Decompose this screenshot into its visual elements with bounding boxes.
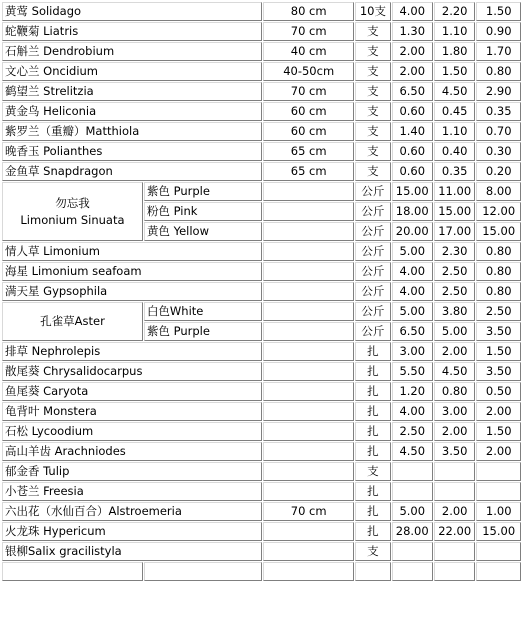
stem-length-cell [263, 542, 354, 561]
flower-name-cell: 海星 Limonium seafoam [2, 262, 262, 281]
price-grade-a-cell: 6.50 [392, 322, 433, 341]
price-grade-b-cell: 17.00 [434, 222, 475, 241]
unit-cell: 公斤 [355, 322, 390, 341]
table-row [2, 262, 521, 281]
table-row [2, 382, 521, 401]
unit-cell: 支 [355, 162, 390, 181]
stem-length-cell: 65 cm [263, 162, 354, 181]
flower-name-cell: 六出花（水仙百合）Alstroemeria [2, 502, 262, 521]
flower-name-cell: 散尾葵 Chrysalidocarpus [2, 362, 262, 381]
price-grade-c-cell [476, 462, 521, 481]
price-grade-c-cell: 2.90 [476, 82, 521, 101]
unit-cell: 公斤 [355, 242, 390, 261]
price-grade-c-cell: 1.70 [476, 42, 521, 61]
stem-length-cell: 70 cm [263, 502, 354, 521]
price-grade-b-cell: 2.30 [434, 242, 475, 261]
price-grade-c-cell: 12.00 [476, 202, 521, 221]
price-grade-a-cell: 2.50 [392, 422, 433, 441]
flower-name-cell: 金鱼草 Snapdragon [2, 162, 262, 181]
color-variant-cell: 紫色 Purple [144, 182, 262, 201]
price-grade-b-cell: 2.50 [434, 262, 475, 281]
empty-cell-b [144, 562, 262, 581]
unit-cell: 扎 [355, 502, 390, 521]
price-grade-a-cell: 1.30 [392, 22, 433, 41]
table-row [2, 302, 521, 321]
unit-cell: 支 [355, 42, 390, 61]
stem-length-cell [263, 522, 354, 541]
price-grade-b-cell: 2.00 [434, 422, 475, 441]
price-grade-c-cell: 0.90 [476, 22, 521, 41]
price-grade-c-cell: 1.50 [476, 422, 521, 441]
unit-cell: 10支 [355, 2, 390, 21]
price-grade-a-cell: 6.50 [392, 82, 433, 101]
table-row [2, 362, 521, 381]
table-row [2, 342, 521, 361]
price-table [1, 1, 522, 582]
unit-cell: 支 [355, 122, 390, 141]
price-grade-b-cell: 0.40 [434, 142, 475, 161]
price-grade-c-cell: 15.00 [476, 222, 521, 241]
price-grade-c-cell: 0.50 [476, 382, 521, 401]
price-grade-a-cell: 4.50 [392, 442, 433, 461]
price-grade-a-cell: 5.50 [392, 362, 433, 381]
price-grade-a-cell: 1.20 [392, 382, 433, 401]
flower-name-cell: 鹤望兰 Strelitzia [2, 82, 262, 101]
flower-name-cell: 情人草 Limonium [2, 242, 262, 261]
price-grade-a-cell: 0.60 [392, 142, 433, 161]
unit-cell: 扎 [355, 382, 390, 401]
flower-group-name-cell: 孔雀草Aster [2, 302, 143, 341]
stem-length-cell [263, 442, 354, 461]
stem-length-cell [263, 282, 354, 301]
price-grade-b-cell: 11.00 [434, 182, 475, 201]
unit-cell: 扎 [355, 402, 390, 421]
flower-name-cell: 满天星 Gypsophila [2, 282, 262, 301]
empty-cell-d [355, 562, 390, 581]
unit-cell: 扎 [355, 522, 390, 541]
price-grade-c-cell: 0.80 [476, 262, 521, 281]
price-grade-b-cell: 3.50 [434, 442, 475, 461]
table-row [2, 282, 521, 301]
stem-length-cell [263, 262, 354, 281]
price-grade-a-cell: 5.00 [392, 242, 433, 261]
flower-name-cell: 文心兰 Oncidium [2, 62, 262, 81]
unit-cell: 公斤 [355, 302, 390, 321]
flower-name-cell: 黄金鸟 Heliconia [2, 102, 262, 121]
price-grade-a-cell: 5.00 [392, 302, 433, 321]
price-grade-c-cell: 0.20 [476, 162, 521, 181]
price-grade-b-cell: 0.35 [434, 162, 475, 181]
price-grade-a-cell: 4.00 [392, 262, 433, 281]
price-grade-b-cell: 5.00 [434, 322, 475, 341]
price-grade-c-cell: 2.00 [476, 442, 521, 461]
unit-cell: 扎 [355, 342, 390, 361]
stem-length-cell [263, 482, 354, 501]
stem-length-cell [263, 222, 354, 241]
price-grade-c-cell: 1.50 [476, 342, 521, 361]
stem-length-cell [263, 182, 354, 201]
price-grade-a-cell: 4.00 [392, 402, 433, 421]
price-grade-a-cell: 18.00 [392, 202, 433, 221]
stem-length-cell [263, 362, 354, 381]
price-grade-a-cell: 2.00 [392, 42, 433, 61]
price-grade-b-cell: 1.50 [434, 62, 475, 81]
price-table-body [2, 2, 521, 581]
empty-cell-c [263, 562, 354, 581]
price-grade-c-cell: 0.80 [476, 62, 521, 81]
table-row [2, 182, 521, 201]
price-grade-c-cell [476, 542, 521, 561]
price-grade-a-cell: 2.00 [392, 62, 433, 81]
price-grade-a-cell: 3.00 [392, 342, 433, 361]
price-grade-a-cell [392, 482, 433, 501]
flower-name-cell: 龟背叶 Monstera [2, 402, 262, 421]
price-grade-b-cell: 3.80 [434, 302, 475, 321]
table-row [2, 462, 521, 481]
flower-name-cell: 小苍兰 Freesia [2, 482, 262, 501]
price-grade-a-cell: 0.60 [392, 162, 433, 181]
price-grade-a-cell [392, 542, 433, 561]
price-grade-b-cell: 2.20 [434, 2, 475, 21]
price-grade-a-cell: 20.00 [392, 222, 433, 241]
table-row [2, 242, 521, 261]
price-grade-c-cell [476, 482, 521, 501]
stem-length-cell [263, 402, 354, 421]
empty-cell-g [476, 562, 521, 581]
price-grade-c-cell: 3.50 [476, 362, 521, 381]
flower-name-cell: 银柳Salix gracilistyla [2, 542, 262, 561]
stem-length-cell [263, 322, 354, 341]
price-grade-c-cell: 2.00 [476, 402, 521, 421]
unit-cell: 支 [355, 22, 390, 41]
table-row [2, 42, 521, 61]
flower-group-name-cn: 勿忘我 [55, 195, 90, 210]
table-row [2, 402, 521, 421]
price-grade-a-cell: 28.00 [392, 522, 433, 541]
empty-cell-f [434, 562, 475, 581]
stem-length-cell: 60 cm [263, 122, 354, 141]
color-variant-cell: 白色White [144, 302, 262, 321]
flower-name-cell: 排草 Nephrolepis [2, 342, 262, 361]
stem-length-cell: 70 cm [263, 22, 354, 41]
table-row [2, 122, 521, 141]
table-row [2, 442, 521, 461]
stem-length-cell [263, 422, 354, 441]
stem-length-cell [263, 462, 354, 481]
table-row [2, 502, 521, 521]
price-grade-b-cell: 4.50 [434, 362, 475, 381]
unit-cell: 支 [355, 62, 390, 81]
stem-length-cell [263, 202, 354, 221]
table-row [2, 422, 521, 441]
price-grade-a-cell: 1.40 [392, 122, 433, 141]
price-grade-a-cell: 15.00 [392, 182, 433, 201]
price-grade-b-cell: 4.50 [434, 82, 475, 101]
price-grade-b-cell: 2.00 [434, 342, 475, 361]
flower-name-cell: 黄莺 Solidago [2, 2, 262, 21]
unit-cell: 公斤 [355, 202, 390, 221]
unit-cell: 支 [355, 102, 390, 121]
stem-length-cell: 80 cm [263, 2, 354, 21]
unit-cell: 支 [355, 82, 390, 101]
unit-cell: 公斤 [355, 182, 390, 201]
price-grade-b-cell: 2.00 [434, 502, 475, 521]
unit-cell: 公斤 [355, 282, 390, 301]
price-grade-b-cell: 1.10 [434, 122, 475, 141]
flower-group-name-en: Limonium Sinuata [20, 212, 125, 227]
price-grade-c-cell: 0.80 [476, 242, 521, 261]
price-grade-c-cell: 15.00 [476, 522, 521, 541]
unit-cell: 支 [355, 142, 390, 161]
price-grade-a-cell [392, 462, 433, 481]
price-grade-b-cell: 3.00 [434, 402, 475, 421]
price-grade-a-cell: 5.00 [392, 502, 433, 521]
table-row [2, 82, 521, 101]
unit-cell: 支 [355, 542, 390, 561]
table-row [2, 102, 521, 121]
price-grade-a-cell: 4.00 [392, 2, 433, 21]
color-variant-cell: 粉色 Pink [144, 202, 262, 221]
color-variant-cell: 黄色 Yellow [144, 222, 262, 241]
stem-length-cell: 65 cm [263, 142, 354, 161]
flower-name-cell: 郁金香 Tulip [2, 462, 262, 481]
stem-length-cell [263, 242, 354, 261]
price-grade-b-cell [434, 482, 475, 501]
unit-cell: 扎 [355, 482, 390, 501]
flower-name-cell: 石松 Lycoodium [2, 422, 262, 441]
price-grade-b-cell [434, 462, 475, 481]
stem-length-cell [263, 302, 354, 321]
unit-cell: 公斤 [355, 222, 390, 241]
price-grade-c-cell: 0.70 [476, 122, 521, 141]
unit-cell: 扎 [355, 422, 390, 441]
price-grade-c-cell: 2.50 [476, 302, 521, 321]
flower-name-cell: 火龙珠 Hypericum [2, 522, 262, 541]
flower-name-cell: 石斛兰 Dendrobium [2, 42, 262, 61]
price-grade-b-cell: 15.00 [434, 202, 475, 221]
table-row [2, 482, 521, 501]
price-grade-b-cell: 1.10 [434, 22, 475, 41]
unit-cell: 扎 [355, 442, 390, 461]
unit-cell: 公斤 [355, 262, 390, 281]
flower-name-cell: 紫罗兰（重瓣）Matthiola [2, 122, 262, 141]
table-row [2, 2, 521, 21]
price-grade-b-cell: 0.80 [434, 382, 475, 401]
flower-name-cell: 晚香玉 Polianthes [2, 142, 262, 161]
price-grade-c-cell: 3.50 [476, 322, 521, 341]
unit-cell: 扎 [355, 362, 390, 381]
stem-length-cell: 70 cm [263, 82, 354, 101]
table-row [2, 22, 521, 41]
flower-name-cell: 蛇鞭菊 Liatris [2, 22, 262, 41]
empty-cell-e [392, 562, 433, 581]
stem-length-cell: 40-50cm [263, 62, 354, 81]
price-sheet [1, 1, 522, 617]
price-grade-b-cell: 0.45 [434, 102, 475, 121]
stem-length-cell: 40 cm [263, 42, 354, 61]
color-variant-cell: 紫色 Purple [144, 322, 262, 341]
flower-name-cell: 高山羊齿 Arachniodes [2, 442, 262, 461]
table-row [2, 522, 521, 541]
table-row [2, 142, 521, 161]
empty-cell-a [2, 562, 143, 581]
price-grade-c-cell: 0.80 [476, 282, 521, 301]
price-grade-a-cell: 0.60 [392, 102, 433, 121]
table-row [2, 542, 521, 561]
price-grade-b-cell: 2.50 [434, 282, 475, 301]
price-grade-b-cell: 1.80 [434, 42, 475, 61]
price-grade-c-cell: 0.30 [476, 142, 521, 161]
price-grade-a-cell: 4.00 [392, 282, 433, 301]
empty-table-row [2, 562, 521, 581]
price-grade-c-cell: 0.35 [476, 102, 521, 121]
price-grade-b-cell: 22.00 [434, 522, 475, 541]
stem-length-cell [263, 382, 354, 401]
price-grade-b-cell [434, 542, 475, 561]
price-grade-c-cell: 1.00 [476, 502, 521, 521]
flower-name-cell: 鱼尾葵 Caryota [2, 382, 262, 401]
stem-length-cell [263, 342, 354, 361]
unit-cell: 支 [355, 462, 390, 481]
flower-group-name-cell [2, 182, 143, 241]
table-row [2, 62, 521, 81]
stem-length-cell: 60 cm [263, 102, 354, 121]
table-row [2, 162, 521, 181]
price-grade-c-cell: 8.00 [476, 182, 521, 201]
price-grade-c-cell: 1.50 [476, 2, 521, 21]
